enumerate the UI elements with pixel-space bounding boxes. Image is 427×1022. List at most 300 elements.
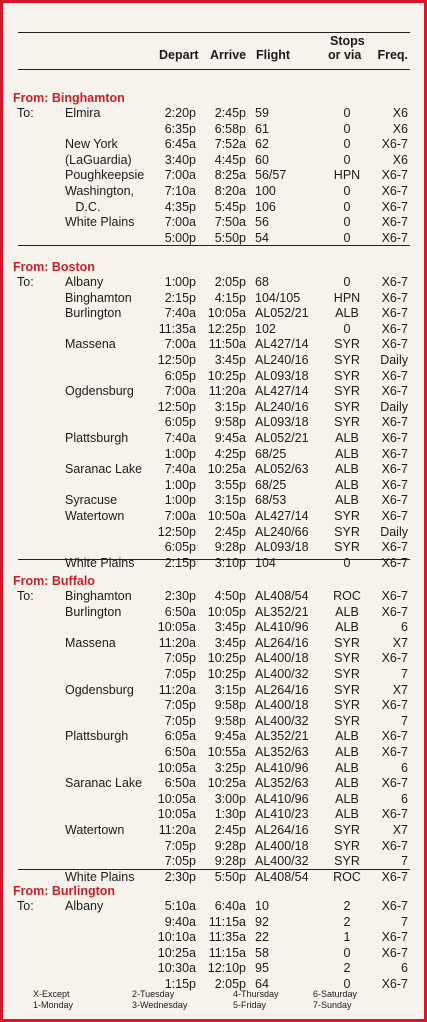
stops-or-via: SYR — [334, 415, 360, 430]
flight-row — [3, 336, 424, 352]
stops-or-via: 0 — [343, 230, 351, 245]
flight-row — [3, 446, 424, 462]
frequency: X6 — [392, 152, 408, 167]
flight-number: AL264/16 — [255, 682, 309, 697]
arrive-time: 3:25p — [214, 760, 246, 775]
flight-number: AL240/16 — [255, 353, 309, 367]
depart-time: 12:50p — [157, 399, 196, 414]
flight-number: AL093/18 — [255, 540, 309, 555]
arrive-time: 11:20a — [208, 384, 246, 399]
stops-or-via: SYR — [334, 823, 360, 837]
flight-number: AL427/14 — [255, 509, 309, 523]
destination-city: Burlington — [65, 306, 122, 321]
flight-row — [3, 806, 424, 822]
frequency: 6 — [401, 620, 408, 635]
stops-or-via: SYR — [334, 368, 360, 383]
destination-city: White Plains — [65, 869, 135, 884]
depart-time: 1:00p — [164, 275, 196, 289]
stops-or-via: SYR — [334, 353, 360, 367]
legend-entry: X-Except — [33, 989, 70, 999]
stops-or-via: SYR — [334, 509, 360, 523]
depart-time: 3:40p — [164, 152, 196, 167]
stops-or-via: 0 — [343, 555, 351, 570]
arrive-time: 12:25p — [207, 321, 246, 336]
stops-or-via: ALB — [335, 807, 359, 822]
stops-or-via: SYR — [334, 337, 360, 352]
depart-time: 5:00p — [164, 230, 196, 245]
flight-number: 104/105 — [255, 290, 301, 305]
depart-time: 9:40a — [164, 914, 196, 929]
arrive-time: 8:20a — [214, 184, 246, 198]
stops-or-via: ALB — [335, 604, 359, 619]
stops-or-via: 2 — [343, 899, 351, 913]
flight-number: 102 — [255, 321, 276, 336]
destination-city: Ogdensburg — [65, 682, 134, 697]
flight-number: 10 — [255, 899, 269, 913]
frequency: X6-7 — [381, 540, 408, 555]
arrive-time: 3:45p — [214, 353, 246, 367]
flight-number: AL427/14 — [255, 337, 309, 352]
flight-number: AL052/21 — [255, 431, 309, 445]
arrive-time: 6:58p — [214, 121, 246, 136]
flight-number: 54 — [255, 230, 269, 245]
stops-or-via: HPN — [333, 290, 361, 305]
flight-number: AL410/96 — [255, 791, 309, 806]
flight-number: 64 — [255, 977, 269, 991]
section-rule — [18, 245, 410, 246]
depart-time: 7:05p — [164, 698, 196, 713]
flight-row — [3, 152, 424, 168]
origin-heading: From: Boston — [13, 260, 95, 274]
flight-row — [3, 290, 424, 306]
stops-or-via: ALB — [335, 760, 359, 775]
depart-time: 7:00a — [164, 509, 196, 523]
frequency: X6-7 — [381, 604, 408, 619]
arrive-time: 3:55p — [214, 477, 246, 492]
flight-row — [3, 555, 424, 571]
stops-or-via: 0 — [343, 152, 351, 167]
destination-city: Ogdensburg — [65, 384, 134, 399]
arrive-time: 4:50p — [214, 589, 246, 603]
origin-heading: From: Binghamton — [13, 91, 125, 105]
arrive-time: 5:45p — [214, 199, 246, 214]
flight-number: 56/57 — [255, 168, 287, 183]
depart-time: 1:15p — [164, 977, 196, 991]
depart-time: 7:00a — [164, 337, 196, 352]
arrive-time: 4:25p — [214, 446, 246, 461]
stops-or-via: SYR — [334, 540, 360, 555]
arrive-time: 8:25a — [214, 168, 246, 183]
arrive-time: 9:45a — [214, 729, 246, 744]
flight-number: AL400/18 — [255, 838, 309, 853]
destination-city: Massena — [65, 635, 116, 650]
frequency: X6-7 — [381, 698, 408, 713]
destination-city: Watertown — [65, 823, 125, 837]
depart-time: 2:15p — [164, 290, 196, 305]
flight-number: AL427/14 — [255, 384, 309, 399]
flight-row — [3, 183, 424, 199]
flight-number: AL264/16 — [255, 823, 309, 837]
legend-entry: 2-Tuesday — [132, 989, 175, 999]
flight-number: 60 — [255, 152, 269, 167]
flight-number: 59 — [255, 106, 269, 120]
destination-city: Binghamton — [65, 290, 132, 305]
depart-time: 7:05p — [164, 651, 196, 666]
to-label: To: — [17, 106, 34, 120]
depart-time: 6:05p — [164, 368, 196, 383]
arrive-time: 9:28p — [214, 854, 246, 869]
flight-row — [3, 822, 424, 838]
frequency: 6 — [401, 961, 408, 976]
frequency: X6-7 — [381, 930, 408, 945]
depart-time: 11:20a — [158, 823, 196, 837]
flight-row — [3, 305, 424, 321]
stops-or-via: ALB — [335, 431, 359, 445]
flight-number: AL400/18 — [255, 698, 309, 713]
arrive-time: 5:50p — [214, 869, 246, 884]
flight-row — [3, 853, 424, 869]
frequency: 7 — [401, 667, 408, 681]
stops-or-via: SYR — [334, 682, 360, 697]
arrive-time: 7:52a — [214, 137, 246, 152]
freq-header: Freq. — [377, 48, 408, 62]
arrive-header: Arrive — [210, 48, 247, 62]
frequency: X6-7 — [381, 137, 408, 152]
stops-or-via: SYR — [334, 838, 360, 853]
arrive-time: 11:15a — [208, 914, 246, 929]
arrive-time: 6:40a — [214, 899, 246, 913]
destination-city: Poughkeepsie — [65, 168, 145, 183]
destination-city: Saranac Lake — [65, 462, 143, 477]
stops-or-via: SYR — [334, 713, 360, 728]
destination-city: Washington, — [65, 184, 135, 198]
flight-number: AL408/54 — [255, 869, 309, 884]
flight-number: AL410/96 — [255, 620, 309, 635]
flight-row — [3, 524, 424, 540]
destination-city: Watertown — [65, 509, 125, 523]
frequency: X6-7 — [381, 306, 408, 321]
frequency: X6-7 — [381, 555, 408, 570]
depart-time: 10:25a — [157, 945, 196, 960]
stops-or-via: 0 — [343, 321, 351, 336]
flight-number: 68/25 — [255, 477, 287, 492]
arrive-time: 2:05p — [214, 977, 246, 991]
stops-or-via: SYR — [334, 667, 360, 681]
flight-number: AL052/21 — [255, 306, 309, 321]
frequency: X6-7 — [381, 337, 408, 352]
flight-number: 68 — [255, 275, 269, 289]
destination-city: Burlington — [65, 604, 122, 619]
stops-or-via: ALB — [335, 477, 359, 492]
stops-or-via: 2 — [343, 914, 351, 929]
stops-or-via: 0 — [343, 977, 351, 991]
flight-row — [3, 945, 424, 961]
frequency: X6-7 — [381, 477, 408, 492]
flight-number: AL410/23 — [255, 807, 309, 822]
depart-time: 6:50a — [164, 604, 196, 619]
frequency: X6-7 — [381, 807, 408, 822]
legend-entry: 6-Saturday — [313, 989, 358, 999]
flight-row — [3, 666, 424, 682]
flight-number: 106 — [255, 199, 276, 214]
frequency: X6-7 — [381, 509, 408, 523]
depart-time: 7:05p — [164, 838, 196, 853]
destination-city: D.C. — [65, 199, 101, 214]
flight-number: 92 — [255, 914, 269, 929]
depart-time: 1:00p — [164, 477, 196, 492]
frequency: X6-7 — [381, 945, 408, 960]
depart-time: 2:30p — [164, 869, 196, 884]
flight-number: AL264/16 — [255, 635, 309, 650]
stops-or-via: ALB — [335, 306, 359, 321]
flight-number: 68/53 — [255, 493, 287, 508]
flight-number: AL093/18 — [255, 368, 309, 383]
arrive-time: 11:15a — [208, 945, 246, 960]
flight-row — [3, 619, 424, 635]
flight-number: AL352/63 — [255, 745, 309, 759]
flight-row — [3, 869, 424, 885]
stops-or-via: SYR — [334, 399, 360, 414]
depart-time: 7:40a — [164, 431, 196, 445]
origin-heading: From: Buffalo — [13, 574, 95, 588]
depart-time: 7:05p — [164, 667, 196, 681]
arrive-time: 10:05p — [207, 604, 246, 619]
to-label: To: — [17, 589, 34, 603]
flight-row — [3, 477, 424, 493]
frequency: X6-7 — [381, 899, 408, 913]
flight-row — [3, 682, 424, 698]
arrive-time: 12:10p — [207, 961, 246, 976]
frequency: X6-7 — [381, 290, 408, 305]
destination-city: Elmira — [65, 106, 101, 120]
depart-time: 10:10a — [157, 930, 196, 945]
flight-number: 100 — [255, 184, 276, 198]
frequency: X6-7 — [381, 215, 408, 230]
stops-or-via: 1 — [343, 930, 351, 945]
arrive-time: 9:28p — [214, 838, 246, 853]
destination-city: New York — [65, 137, 118, 152]
depart-time: 10:05a — [157, 791, 196, 806]
flight-row — [3, 650, 424, 666]
stops-or-via: SYR — [334, 635, 360, 650]
stops-or-via: ALB — [335, 791, 359, 806]
destination-city: Syracuse — [65, 493, 118, 508]
stops-or-via: 0 — [343, 275, 351, 289]
flight-number: AL400/18 — [255, 651, 309, 666]
frequency: X6-7 — [381, 184, 408, 198]
frequency: 7 — [401, 914, 408, 929]
flight-row — [3, 399, 424, 415]
stops-header-line2: or via — [328, 48, 362, 62]
flight-row — [3, 604, 424, 620]
flight-number: 22 — [255, 930, 269, 945]
arrive-time: 9:58p — [214, 415, 246, 430]
flight-row — [3, 230, 424, 246]
flight-number: 95 — [255, 961, 269, 976]
flight-number: AL352/63 — [255, 776, 309, 791]
to-label: To: — [17, 275, 34, 289]
stops-header-line1: Stops — [330, 34, 365, 48]
arrive-time: 10:05a — [207, 306, 246, 321]
frequency: 7 — [401, 713, 408, 728]
arrive-time: 2:45p — [214, 823, 246, 837]
arrive-time: 3:10p — [214, 555, 246, 570]
flight-row — [3, 105, 424, 121]
flight-row — [3, 508, 424, 524]
depart-time: 7:05p — [164, 713, 196, 728]
depart-time: 6:05p — [164, 415, 196, 430]
flight-number: 104 — [255, 555, 276, 570]
flight-row — [3, 461, 424, 477]
section-rule — [18, 869, 410, 870]
flight-row — [3, 321, 424, 337]
depart-time: 5:10a — [164, 899, 196, 913]
flight-row — [3, 760, 424, 776]
depart-time: 10:05a — [157, 760, 196, 775]
legend-entry: 7-Sunday — [313, 1000, 352, 1010]
frequency: X6-7 — [381, 493, 408, 508]
flight-row — [3, 838, 424, 854]
frequency: X6-7 — [381, 446, 408, 461]
destination-city: Plattsburgh — [65, 431, 129, 445]
depart-time: 7:40a — [164, 462, 196, 477]
stops-or-via: 0 — [343, 215, 351, 230]
destination-city: Albany — [65, 275, 104, 289]
section-rule — [18, 559, 410, 560]
frequency: X6-7 — [381, 729, 408, 744]
frequency: 6 — [401, 760, 408, 775]
frequency: X6-7 — [381, 869, 408, 884]
destination-city: White Plains — [65, 555, 135, 570]
stops-or-via: 0 — [343, 121, 351, 136]
flight-row — [3, 368, 424, 384]
frequency: X6 — [392, 106, 408, 120]
flight-number: AL400/32 — [255, 854, 309, 869]
arrive-time: 10:50a — [207, 509, 246, 523]
to-label: To: — [17, 899, 34, 913]
stops-or-via: ROC — [333, 589, 361, 603]
stops-or-via: ROC — [333, 869, 361, 884]
frequency: X6-7 — [381, 368, 408, 383]
arrive-time: 3:15p — [214, 399, 246, 414]
stops-or-via: ALB — [335, 776, 359, 791]
header-rule — [18, 69, 410, 70]
depart-time: 4:35p — [164, 199, 196, 214]
flight-row — [3, 121, 424, 137]
depart-time: 6:05a — [164, 729, 196, 744]
flight-number: AL352/21 — [255, 604, 309, 619]
flight-row — [3, 728, 424, 744]
flight-number: 68/25 — [255, 446, 287, 461]
depart-time: 7:05p — [164, 854, 196, 869]
flight-row — [3, 791, 424, 807]
arrive-time: 10:25p — [207, 651, 246, 666]
depart-time: 11:20a — [158, 682, 196, 697]
frequency: X6-7 — [381, 776, 408, 791]
stops-or-via: SYR — [334, 854, 360, 869]
stops-or-via: ALB — [335, 620, 359, 635]
flight-row — [3, 588, 424, 604]
flight-row — [3, 539, 424, 555]
depart-time: 6:05p — [164, 540, 196, 555]
depart-time: 11:20a — [158, 635, 196, 650]
frequency: X6-7 — [381, 838, 408, 853]
arrive-time: 3:45p — [214, 620, 246, 635]
arrive-time: 11:35a — [208, 930, 246, 945]
frequency: X6-7 — [381, 462, 408, 477]
frequency: X6-7 — [381, 384, 408, 399]
flight-number: 61 — [255, 121, 269, 136]
flight-number: AL400/32 — [255, 713, 309, 728]
arrive-time: 2:45p — [214, 524, 246, 539]
frequency: X7 — [392, 823, 408, 837]
legend-entry: 1-Monday — [33, 1000, 74, 1010]
arrive-time: 3:15p — [214, 493, 246, 508]
origin-heading: From: Burlington — [13, 884, 116, 898]
legend-entry: 4-Thursday — [233, 989, 279, 999]
frequency: X6-7 — [381, 199, 408, 214]
stops-or-via: 0 — [343, 137, 351, 152]
flight-row — [3, 914, 424, 930]
flight-row — [3, 274, 424, 290]
flight-row — [3, 713, 424, 729]
stops-or-via: ALB — [335, 729, 359, 744]
arrive-time: 2:45p — [214, 106, 246, 120]
destination-city: Albany — [65, 899, 104, 913]
flight-row — [3, 352, 424, 368]
frequency: X6-7 — [381, 651, 408, 666]
arrive-time: 3:45p — [214, 635, 246, 650]
stops-or-via: 2 — [343, 961, 351, 976]
stops-or-via: 0 — [343, 184, 351, 198]
arrive-time: 9:58p — [214, 713, 246, 728]
flight-row — [3, 697, 424, 713]
depart-time: 7:00a — [164, 215, 196, 230]
frequency: 6 — [401, 791, 408, 806]
depart-time: 10:30a — [157, 961, 196, 976]
flight-row — [3, 167, 424, 183]
stops-or-via: ALB — [335, 462, 359, 477]
destination-city: White Plains — [65, 215, 135, 230]
stops-or-via: 0 — [343, 106, 351, 120]
stops-or-via: 0 — [343, 945, 351, 960]
flight-row — [3, 635, 424, 651]
arrive-time: 9:28p — [214, 540, 246, 555]
frequency: X6-7 — [381, 589, 408, 603]
flight-number: AL240/16 — [255, 399, 309, 414]
flight-number: 62 — [255, 137, 269, 152]
frequency: Daily — [380, 524, 408, 539]
arrive-time: 10:25a — [207, 462, 246, 477]
flight-row — [3, 414, 424, 430]
depart-time: 6:35p — [164, 121, 196, 136]
stops-or-via: HPN — [333, 168, 361, 183]
frequency: 7 — [401, 854, 408, 869]
arrive-time: 9:45a — [214, 431, 246, 445]
flight-row — [3, 136, 424, 152]
flight-number: 56 — [255, 215, 269, 230]
arrive-time: 10:25a — [207, 776, 246, 791]
flight-number: AL093/18 — [255, 415, 309, 430]
flight-row — [3, 929, 424, 945]
flight-row — [3, 199, 424, 215]
arrive-time: 3:15p — [214, 682, 246, 697]
flight-row — [3, 775, 424, 791]
flight-row — [3, 430, 424, 446]
destination-city: Plattsburgh — [65, 729, 129, 744]
depart-time: 10:05a — [157, 807, 196, 822]
arrive-time: 7:50a — [214, 215, 246, 230]
